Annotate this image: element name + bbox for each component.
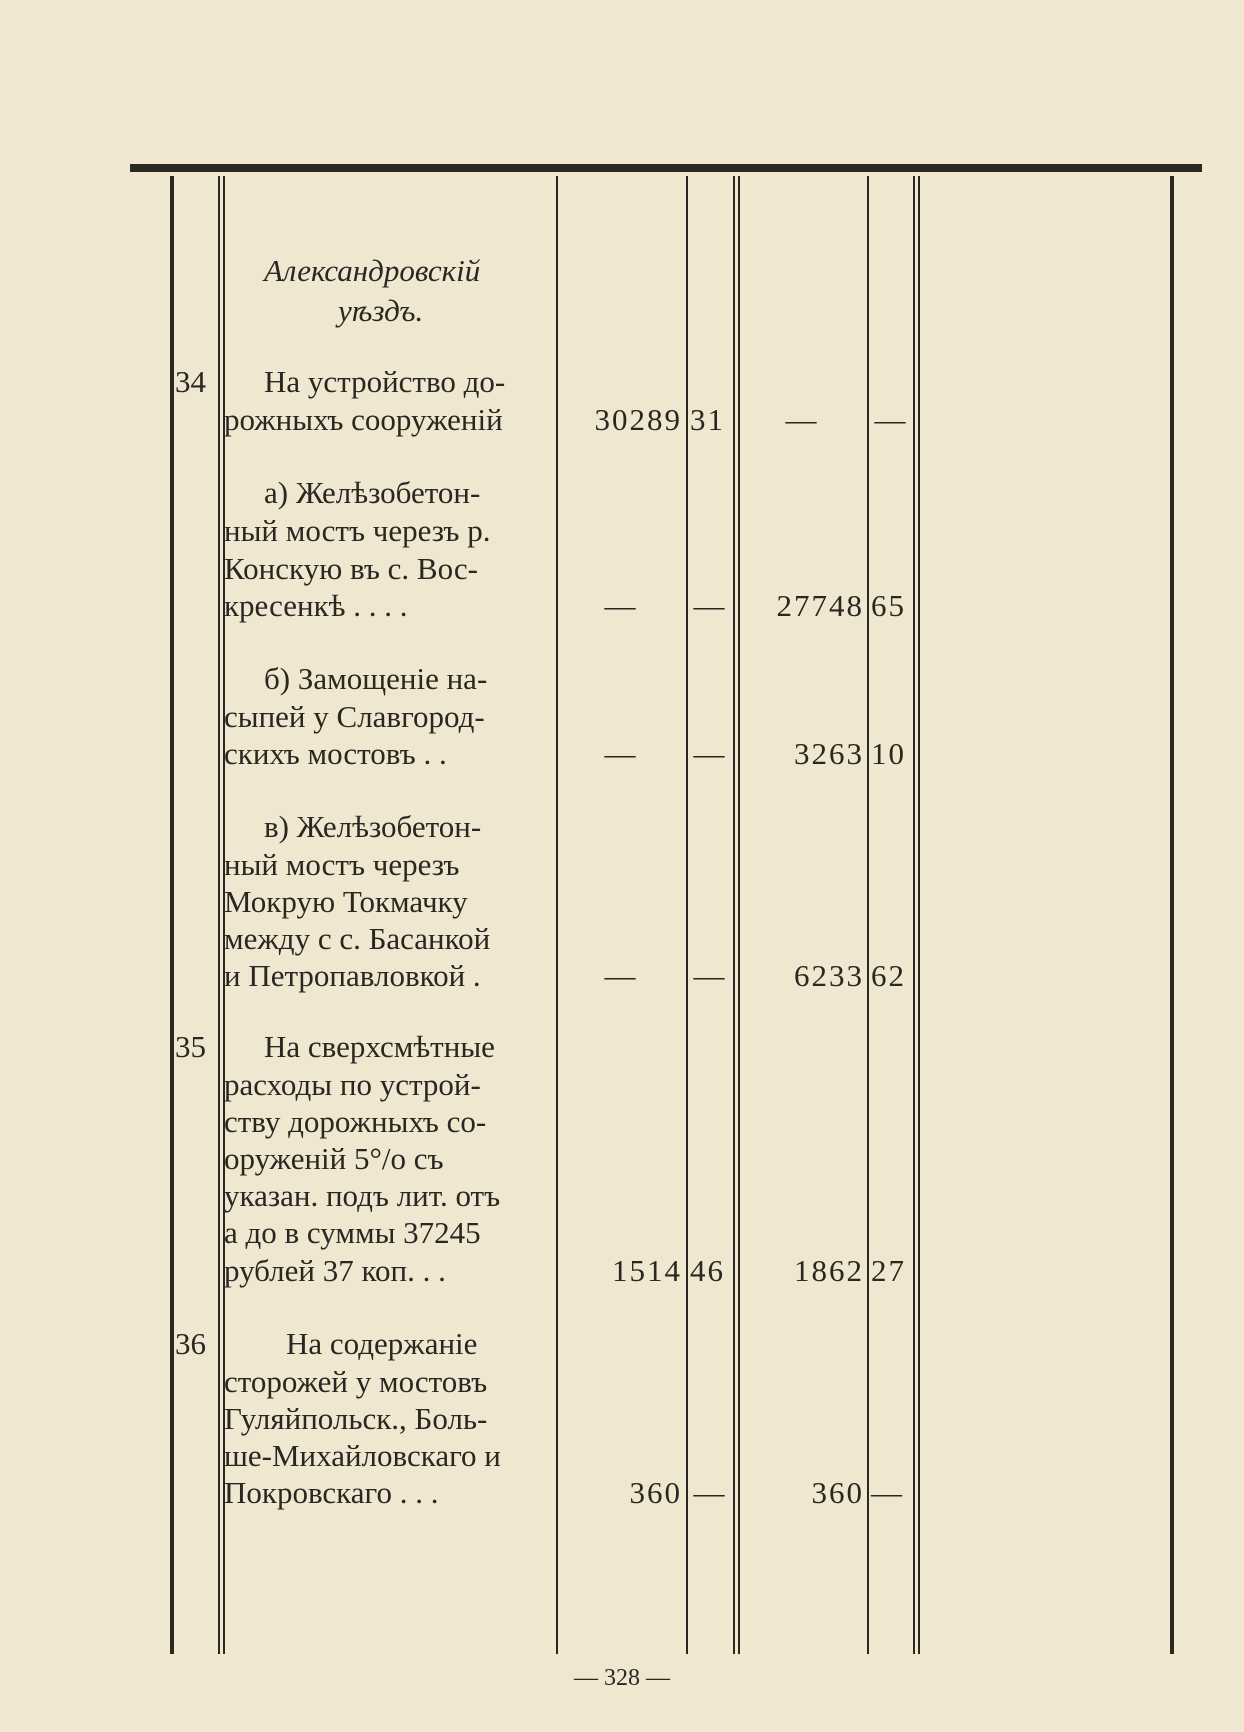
spent-rubles: 6233 [794,958,864,993]
column-rule [867,176,869,1654]
row-text: Мокрую Токмачку [224,884,468,919]
sum-kopeks: 31 [690,402,725,437]
sum-rubles: 30289 [594,402,682,437]
row-text: сыпей у Славгород- [224,699,485,734]
row-text: сторожей у мостовъ [224,1364,488,1399]
row-text: ше-Михайловскаго и [224,1438,501,1473]
spent-rubles: 27748 [776,588,864,623]
column-rule [738,176,740,1654]
sum-rubles: 360 [629,1475,682,1510]
row-text: ный мостъ черезъ р. [224,513,491,548]
column-rule [686,176,688,1654]
row-text: ству дорожныхъ со- [224,1104,487,1139]
row-text: кресенкѣ . . . . [224,588,408,623]
row-text: оруженій 5°/о съ [224,1141,444,1176]
spent-kopeks: 10 [871,736,906,771]
spent-kopeks: 65 [871,588,906,623]
sum-rubles: — [604,958,638,993]
row-text: указан. подъ лит. отъ [224,1178,501,1213]
column-rule [1170,176,1174,1654]
row-text: На устройство до- [264,364,506,399]
row-number: 34 [175,364,206,399]
column-rule [556,176,558,1654]
page-number: — 328 — [574,1665,670,1691]
spent-kopeks: 27 [871,1253,906,1288]
column-rule [218,176,220,1654]
spent-rubles: 1862 [794,1253,864,1288]
row-number: 35 [175,1029,206,1064]
row-text: рублей 37 коп. . . [224,1253,446,1288]
district-title: Александровскій [264,253,481,288]
row-number: 36 [175,1326,206,1361]
spent-rubles: 3263 [794,736,864,771]
spent-rubles: — [785,402,819,437]
row-text: б) Замощеніе на- [264,661,488,696]
row-text: На содержаніе [286,1326,478,1361]
row-text: Гуляйпольск., Боль- [224,1401,488,1436]
spent-kopeks: 62 [871,958,906,993]
top-rule [130,164,1202,172]
row-text: в) Желѣзобетон- [264,809,482,844]
row-text: а) Желѣзобетон- [264,475,481,510]
row-text: а до в суммы 37245 [224,1215,481,1250]
sum-rubles: — [604,588,638,623]
spent-rubles: 360 [811,1475,864,1510]
row-text: Покровскаго . . . [224,1475,439,1510]
row-text: скихъ мостовъ . . [224,736,447,771]
row-text: расходы по устрой- [224,1067,481,1102]
column-rule [170,176,174,1654]
sum-rubles: — [604,736,638,771]
sum-kopeks: 46 [690,1253,725,1288]
sum-kopeks: — [693,1475,727,1510]
row-text: Конскую въ с. Вос- [224,551,478,586]
sum-kopeks: — [693,588,727,623]
column-rule [913,176,915,1654]
column-rule [918,176,920,1654]
row-text: На сверхсмѣтные [264,1029,495,1064]
spent-kopeks: — [871,1475,904,1510]
sum-kopeks: — [693,736,727,771]
sum-kopeks: — [693,958,727,993]
row-text: и Петропавловкой . [224,958,481,993]
spent-kopeks: — [874,402,908,437]
row-text: ный мостъ черезъ [224,847,460,882]
row-text: рожныхъ сооруженій [224,402,503,437]
row-text: между с с. Басанкой [224,921,491,956]
sum-rubles: 1514 [612,1253,682,1288]
district-subtitle: уѣздъ. [338,293,424,328]
column-rule [733,176,735,1654]
